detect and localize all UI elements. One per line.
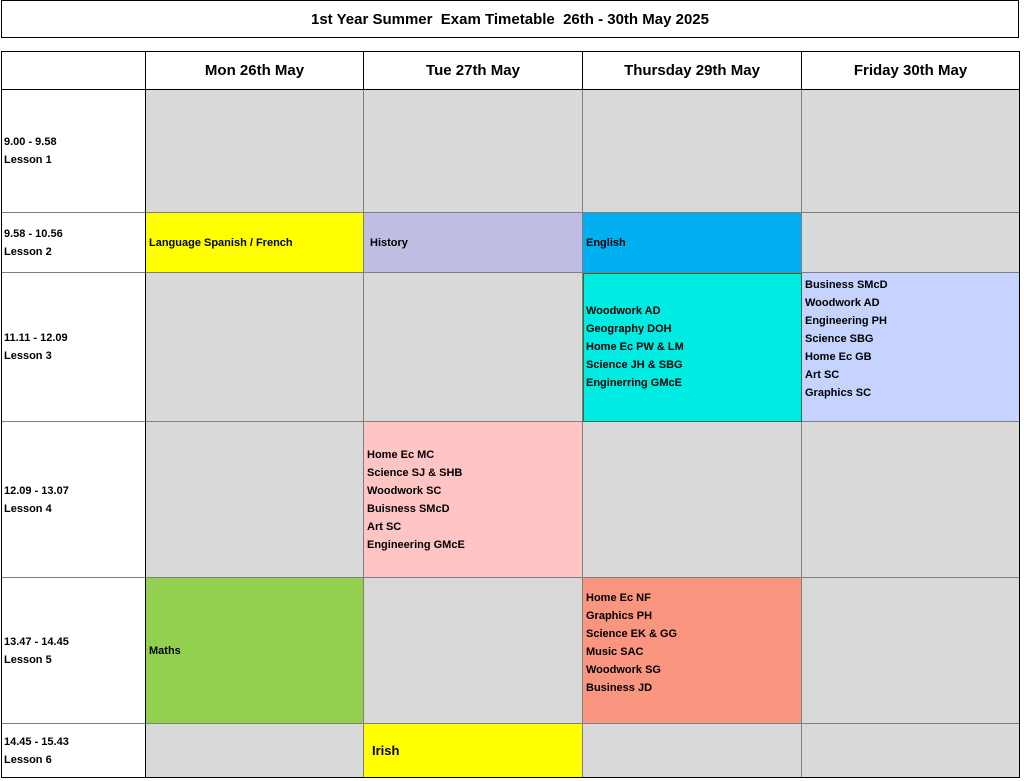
cell-mon-lesson4[interactable] [146,422,364,578]
exam-entry: Home Ec NF [586,592,651,604]
exam-entry: Woodwork AD [586,305,661,317]
cell-thu-lesson1[interactable] [583,90,802,213]
lesson-label: Lesson 3 [4,350,52,362]
cell-tue-lesson4[interactable] [364,422,583,578]
cell-fri-lesson2[interactable] [802,213,1020,273]
day-header-tue[interactable]: Tue 27th May [364,51,583,90]
exam-entry: Music SAC [586,646,644,658]
exam-entry: Woodwork SG [586,664,661,676]
lesson-label: Lesson 6 [4,753,52,766]
exam-entry: Geography DOH [586,323,672,335]
timetable-grid [1,51,1020,778]
lesson-label: Lesson 2 [4,245,52,258]
time-slot-4[interactable] [1,422,146,578]
time-slot-2[interactable] [1,213,146,273]
time-range: 14.45 - 15.43 [4,735,69,748]
cell-mon-lesson2[interactable] [146,213,364,273]
exam-entry: Irish [372,742,400,758]
exam-entry: Art SC [367,520,402,533]
cell-thu-lesson6[interactable] [583,724,802,778]
exam-entry: Science JH & SBG [586,359,683,371]
time-slot-6[interactable] [1,724,146,778]
time-range: 11.11 - 12.09 [4,332,68,344]
exam-entry: Science SJ & SHB [367,466,463,479]
cell-fri-lesson6[interactable] [802,724,1020,778]
time-slot-3[interactable] [1,273,146,422]
day-header-thu[interactable]: Thursday 29th May [583,51,802,90]
exam-entry: Art SC [805,369,840,381]
cell-thu-lesson3[interactable] [583,273,802,422]
exam-entry: Home Ec MC [367,448,435,461]
day-header-fri[interactable]: Friday 30th May [802,51,1020,90]
exam-entry: Science SBG [805,333,874,345]
exam-entry: Woodwork SC [367,484,442,497]
cell-fri-lesson3[interactable] [802,273,1020,422]
time-range: 9.00 - 9.58 [4,136,57,148]
time-slot-5[interactable] [1,578,146,724]
exam-entry: Science EK & GG [586,628,678,640]
exam-entry: Maths [149,644,181,657]
time-range: 9.58 - 10.56 [4,227,63,240]
lesson-label: Lesson 1 [4,154,52,166]
exam-entry: History [370,236,408,249]
cell-thu-lesson5[interactable] [583,578,802,724]
cell-tue-lesson1[interactable] [364,90,583,213]
exam-entry: Business JD [586,682,653,694]
exam-entry: Language Spanish / French [149,236,293,249]
cell-fri-lesson1[interactable] [802,90,1020,213]
exam-entry: Home Ec GB [805,351,872,363]
cell-mon-lesson5[interactable] [146,578,364,724]
cell-mon-lesson1[interactable] [146,90,364,213]
cell-fri-lesson5[interactable] [802,578,1020,724]
cell-tue-lesson2[interactable] [364,213,583,273]
day-header-mon[interactable]: Mon 26th May [146,51,364,90]
exam-entry: Buisness SMcD [367,502,450,515]
timetable-title[interactable]: 1st Year Summer Exam Timetable 26th - 30th May 2025 [1,0,1019,38]
cell-tue-lesson6[interactable] [364,724,583,778]
time-range: 12.09 - 13.07 [4,484,69,497]
exam-entry: Engineering GMcE [367,538,465,551]
exam-entry: Graphics SC [805,387,872,399]
exam-entry: Business SMcD [805,279,888,291]
cell-mon-lesson3[interactable] [146,273,364,422]
cell-tue-lesson5[interactable] [364,578,583,724]
cell-thu-lesson4[interactable] [583,422,802,578]
exam-entry: English [586,236,626,249]
exam-entry: Engineering PH [805,315,887,327]
exam-entry: Enginerring GMcE [586,377,682,389]
cell-thu-lesson2[interactable] [583,213,802,273]
cell-tue-lesson3[interactable] [364,273,583,422]
exam-entry: Woodwork AD [805,297,880,309]
time-slot-1[interactable] [1,90,146,213]
lesson-label: Lesson 4 [4,502,52,515]
cell-mon-lesson6[interactable] [146,724,364,778]
lesson-label: Lesson 5 [4,653,52,666]
corner-cell[interactable] [1,51,146,90]
cell-fri-lesson4[interactable] [802,422,1020,578]
time-range: 13.47 - 14.45 [4,635,69,648]
exam-entry: Graphics PH [586,610,653,622]
exam-entry: Home Ec PW & LM [586,341,684,353]
